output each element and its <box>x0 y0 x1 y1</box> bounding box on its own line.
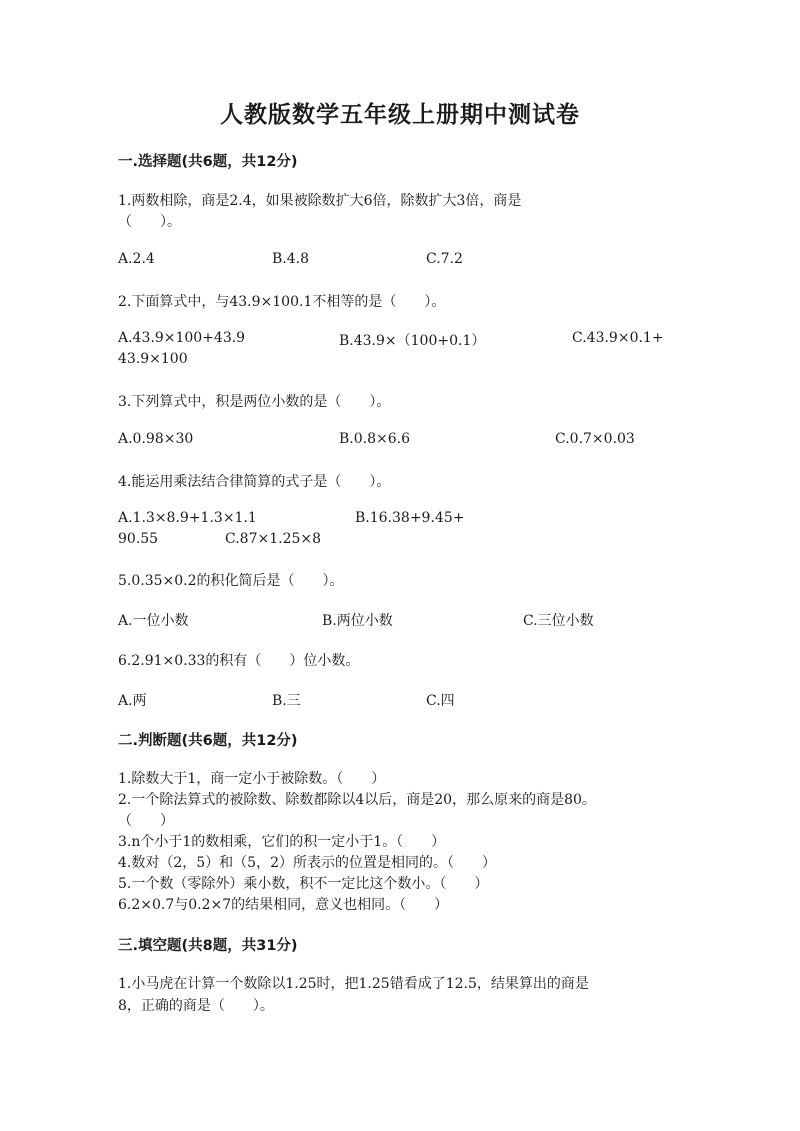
question-3-option-b: B.0.8×6.6 <box>339 431 410 447</box>
question-6-option-b: B.三 <box>272 693 301 709</box>
question-4-option-b: B.16.38+9.45+ <box>355 510 465 526</box>
question-3-option-c: C.0.7×0.03 <box>555 431 635 447</box>
question-3-text: 3.下列算式中，积是两位小数的是（ ）。 <box>118 394 391 410</box>
question-2-option-c-cont: 43.9×100 <box>118 351 188 367</box>
judgement-item-4: 4.数对（2，5）和（5，2）所表示的位置是相同的。（ ） <box>118 855 496 871</box>
question-1-text: 1.两数相除，商是2.4，如果被除数扩大6倍，除数扩大3倍，商是 <box>118 193 522 209</box>
question-1-text-cont: （ ）。 <box>118 214 181 230</box>
judgement-item-5: 5.一个数（零除外）乘小数，积不一定比这个数小。（ ） <box>118 876 489 892</box>
question-1-option-c: C.7.2 <box>426 251 463 267</box>
question-4-option-b-cont: 90.55 <box>118 531 159 547</box>
question-2-text: 2.下面算式中，与43.9×100.1不相等的是（ ）。 <box>118 294 446 310</box>
question-6-text: 6.2.91×0.33的积有（ ）位小数。 <box>118 653 360 669</box>
question-4-option-c: C.87×1.25×8 <box>225 531 322 547</box>
question-4-option-a: A.1.3×8.9+1.3×1.1 <box>118 510 257 526</box>
judgement-item-6: 6.2×0.7与0.2×7的结果相同，意义也相同。（ ） <box>118 897 449 913</box>
question-1-option-b: B.4.8 <box>272 251 310 267</box>
judgement-item-2-cont: （ ） <box>118 813 174 829</box>
fill-question-1-text-cont: 8，正确的商是（ ）。 <box>118 998 274 1014</box>
section-heading-judgement: 二.判断题(共6题，共12分) <box>118 733 298 749</box>
question-4-text: 4.能运用乘法结合律简算的式子是（ ）。 <box>118 474 391 490</box>
question-5-option-a: A.一位小数 <box>118 613 189 629</box>
question-5-option-b: B.两位小数 <box>322 613 393 629</box>
question-5-text: 5.0.35×0.2的积化简后是（ ）。 <box>118 573 344 589</box>
section-heading-choice: 一.选择题(共6题，共12分) <box>118 154 298 170</box>
question-2-option-a: A.43.9×100+43.9 <box>118 330 246 346</box>
question-6-option-a: A.两 <box>118 693 147 709</box>
fill-question-1-text: 1.小马虎在计算一个数除以1.25时，把1.25错看成了12.5，结果算出的商是 <box>118 976 589 992</box>
question-2-option-b: B.43.9×（100+0.1） <box>339 333 486 349</box>
question-2-option-c: C.43.9×0.1+ <box>572 330 664 346</box>
section-heading-fill-in: 三.填空题(共8题，共31分) <box>118 938 298 954</box>
question-3-option-a: A.0.98×30 <box>118 431 194 447</box>
question-6-option-c: C.四 <box>426 693 455 709</box>
page-title: 人教版数学五年级上册期中测试卷 <box>220 102 580 128</box>
judgement-item-3: 3.n个小于1的数相乘，它们的积一定小于1。（ ） <box>118 834 446 850</box>
judgement-item-2: 2.一个除法算式的被除数、除数都除以4以后，商是20，那么原来的商是80。 <box>118 792 596 808</box>
judgement-item-1: 1.除数大于1，商一定小于被除数。（ ） <box>118 771 386 787</box>
question-1-option-a: A.2.4 <box>118 251 155 267</box>
question-5-option-c: C.三位小数 <box>523 613 594 629</box>
